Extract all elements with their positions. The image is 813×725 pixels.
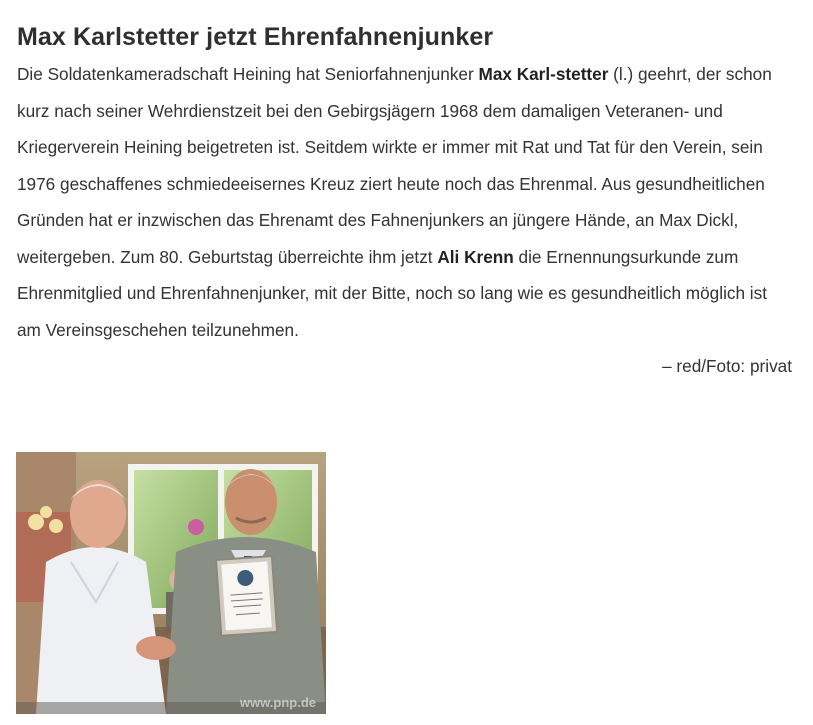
person-name-ali-krenn: Ali Krenn — [437, 246, 514, 267]
body-text-2: (l.) geehrt, der schon kurz nach seiner Wehrdienstzeit bei den Gebirgsjägern 1968 dem damaligen Veteranen- und Kriegerverein Heining beigetreten ist. Seitdem wirkte er immer mit Rat und Tat für den Verein, sein 1976 geschaffenes schmiedeeisernes Kreuz ziert heute noch das Ehrenmal. Aus gesundheitlichen Gründen hat er inzwischen das Ehrenamt des Fahnenjunkers an jüngere Hände, an Max Dickl, weitergeben. Zum 80. Geburtstag überreichte ihm jetzt — [17, 64, 772, 267]
article-photo — [16, 452, 326, 714]
article-title: Max Karlstetter jetzt Ehrenfahnenjunker — [17, 23, 494, 51]
photo-credit: – red/Foto: privat — [662, 356, 792, 376]
photo-illustration — [16, 452, 326, 714]
body-text-3: die Ernennungsurkunde zum Ehrenmitglied und Ehrenfahnenjunker, mit der Bitte, noch so lang wie es gesundheitlich möglich ist am Vereinsgeschehen teilzunehmen. — [17, 246, 767, 340]
photo-watermark: www.pnp.de — [239, 695, 316, 710]
article — [17, 18, 795, 384]
body-text-1: Die Soldatenkameradschaft Heining hat Seniorfahnenjunker — [17, 64, 479, 84]
article-body — [17, 56, 795, 348]
person-name-max-karlstetter: Max Karl-stetter — [478, 64, 609, 84]
